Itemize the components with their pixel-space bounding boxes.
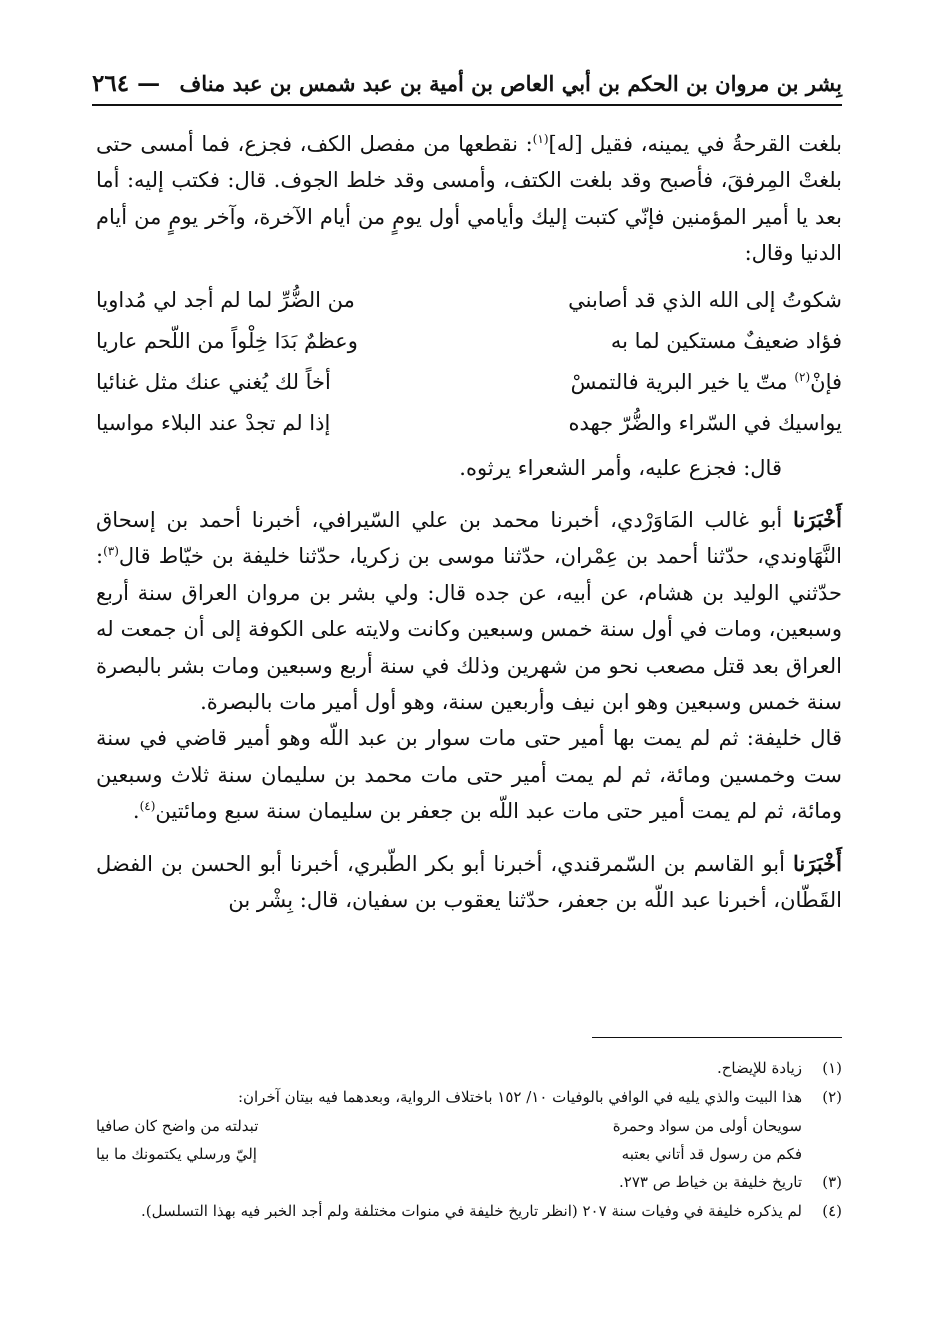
footnote-number: (٤)	[822, 1202, 842, 1220]
footnote-ref-3[interactable]: (٣)	[103, 544, 119, 559]
verse-second-hemistich: وعظمٌ بَدَا خِلْواً من اللّحم عاريا	[96, 328, 358, 353]
footnote-separator	[592, 1037, 842, 1038]
verse-second-hemistich: إذا لم تجدْ عند البلاء مواسيا	[96, 410, 331, 435]
paragraph-2: قال: فجزع عليه، وأمر الشعراء يرثوه.	[459, 455, 782, 480]
page-number: ٢٦٤ —	[92, 69, 161, 97]
running-title: بِشر بن مروان بن الحكم بن أبي العاص بن أمية بن عبد شمس بن عبد مناف	[179, 70, 842, 96]
verse-second-hemistich: تبدلته من واضح كان صافيا	[96, 1116, 259, 1135]
footnote-poem	[96, 1112, 802, 1168]
footnote-number: (٢)	[822, 1088, 842, 1106]
poem-verse	[96, 362, 842, 403]
akhbarana-keyword: أَخْبَرَنا	[793, 507, 842, 533]
verse-first-hemistich: فإنْ$^{(٢)}$ متّ يا خير البرية فالتمسْ	[570, 369, 842, 394]
footnote-ref-1[interactable]: (١)	[532, 132, 549, 146]
poem-verse	[96, 280, 842, 321]
paragraph-3: أَخْبَرَنا أبو غالب المَاوَرْدي، أخبرنا محمد بن علي السّيرافي، أخبرنا أحمد بن إسحاق النَّهَاوندي، حدّثنا أحمد بن عِمْران، حدّثنا موسى بن زكريا، حدّثنا خليفة بن خيّاط قال$^{(٣)}$: حدّثني الوليد بن هشام، عن أبيه، عن جده قال: ولي بشر بن مروان العراق سنة أربع وسبعين، ومات في أول سنة خمس وسبعين وكانت ولايته على الكوفة إلى أن جمعت له العراق بعد قتل مصعب نحو من شهرين وذلك في سنة أربع وسبعين ومات بشر بالبصرة سنة خمس وسبعين وهو ابن نيف وأربعين سنة، وهو أول أمير مات بالبصرة.	[96, 507, 842, 715]
main-text	[96, 126, 842, 919]
paragraph-1: بلغت القرحةُ في يمينه، فقيل [له]$^{(١)}$: نقطعها من مفصل الكف، فجزع، فما أمسى حتى بلغتْ المِرفقَ، فأصبح وقد بلغت الكتف، وأمسى وقد خلط الجوف. قال: فكتب إليه: أما بعد يا أمير المؤمنين فإنّي كتبت إليك وأيامي أول يومٍ من أيام الآخرة، وآخر يومٍ من أيام الدنيا وقال:	[96, 132, 842, 266]
verse-second-hemistich: من الضُّرِّ لما لم أجد لي مُداويا	[96, 287, 355, 312]
verse-first-hemistich: فكم من رسول قد أتاني بعتبه	[621, 1144, 802, 1163]
verse-first-hemistich: فؤاد ضعيفٌ مستكين لما به	[610, 328, 842, 353]
verse-first-hemistich: سويحان أولى من سواد وحمرة	[612, 1116, 802, 1135]
verse-second-hemistich: إليّ ورسلي يكتمونك ما بيا	[96, 1144, 257, 1163]
footnote-verse	[96, 1112, 802, 1140]
page-header	[92, 62, 842, 106]
footnote-text: زيادة للإيضاح.	[716, 1059, 802, 1077]
poem	[96, 280, 842, 444]
footnotes	[96, 1054, 842, 1226]
footnote-4	[96, 1197, 842, 1226]
verse-second-hemistich: أخاً لك يُغني عنك مثل غنائيا	[96, 369, 331, 394]
footnote-text: لم يذكره خليفة في وفيات سنة ٢٠٧ (انظر تاريخ خليفة في منوات مختلفة ولم أجد الخبر فيه بهذا التسلسل).	[140, 1202, 802, 1220]
footnote-number: (١)	[822, 1059, 842, 1077]
paragraph-4: قال خليفة: ثم لم يمت بها أمير حتى مات سوار بن عبد اللّه وهو أمير قاضي في سنة ست وخمسين ومائة، ثم لم يمت أمير حتى مات محمد بن سليمان سنة ثلاث وسبعين ومائة، ثم لم يمت أمير حتى مات عبد اللّه بن جعفر بن سليمان سنة سبع ومائتين$^{(٤)}$.	[96, 726, 842, 824]
footnote-number: (٣)	[822, 1173, 842, 1191]
footnote-ref-2[interactable]: (٢)	[794, 369, 811, 384]
poem-verse	[96, 403, 842, 444]
footnote-2	[96, 1083, 842, 1112]
poem-verse	[96, 321, 842, 362]
akhbarana-keyword: أَخْبَرَنا	[793, 850, 842, 876]
verse-first-hemistich: يواسيك في السّراء والضُّرّ جهده	[568, 410, 842, 435]
verse-first-hemistich: شكوتُ إلى الله الذي قد أصابني	[568, 287, 842, 312]
footnote-text: تاريخ خليفة بن خياط ص ٢٧٣.	[618, 1173, 802, 1191]
footnote-ref-4[interactable]: (٤)	[139, 799, 156, 814]
footnote-3	[96, 1168, 842, 1197]
paragraph-5: أَخْبَرَنا أبو القاسم بن السّمرقندي، أخبرنا أبو بكر الطّبري، أخبرنا أبو الحسن بن الفضل القَطّان، أخبرنا عبد اللّه بن جعفر، حدّثنا يعقوب بن سفيان، قال: بِشْر بن	[96, 850, 842, 913]
footnote-text: هذا البيت والذي يليه في الوافي بالوفيات ١٠/ ١٥٢ باختلاف الرواية، وبعدهما فيه بيتان آخران:	[237, 1088, 802, 1106]
footnote-1	[96, 1054, 842, 1083]
footnote-verse	[96, 1140, 802, 1168]
